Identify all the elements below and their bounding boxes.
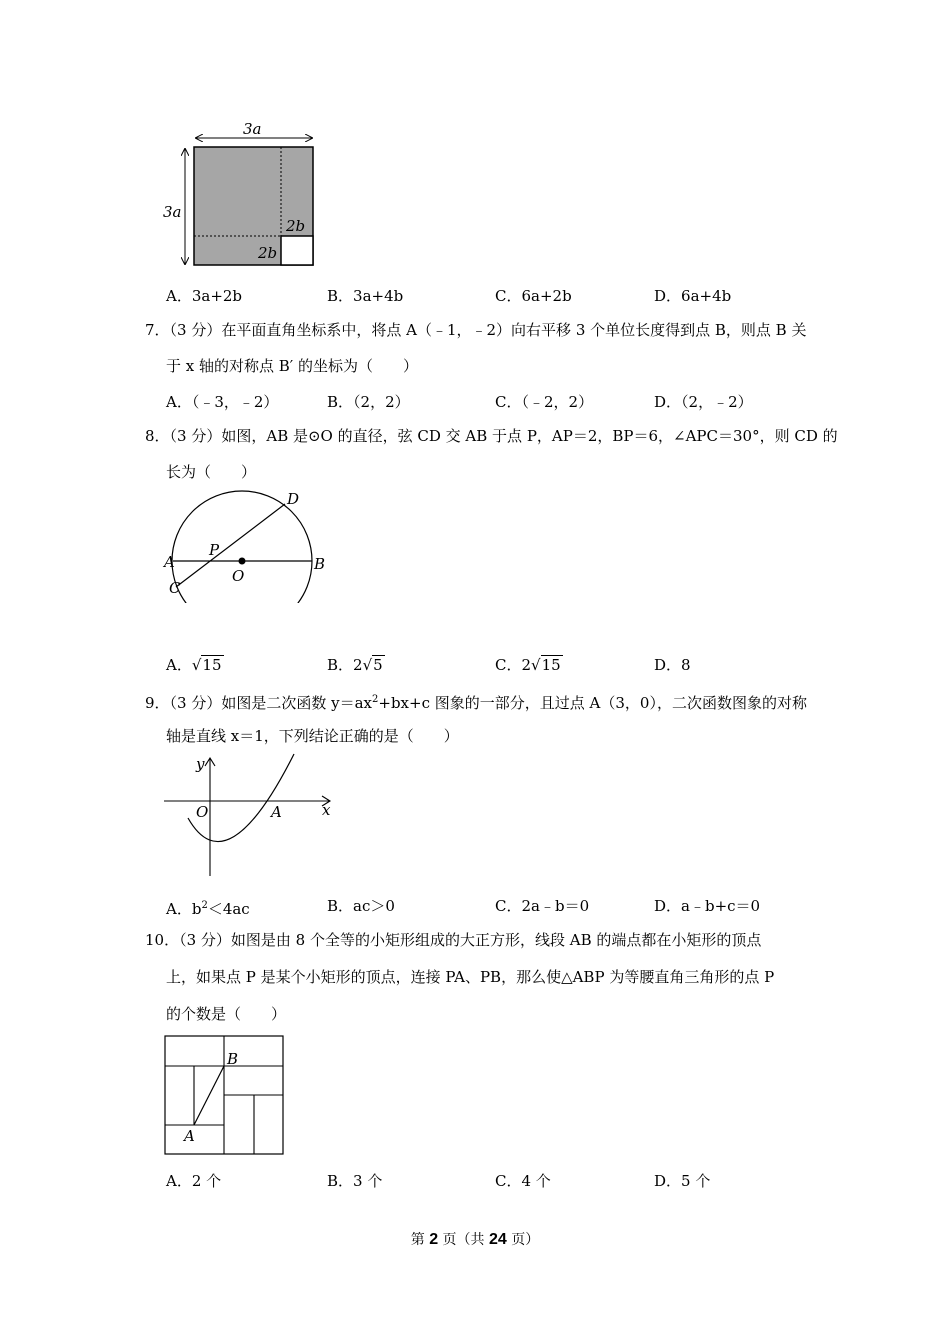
q7-option-a[interactable]: A．（﹣3，﹣2） <box>166 393 279 411</box>
q6-option-a[interactable]: A．3a+2b <box>166 287 243 305</box>
footer-post: 页） <box>506 1232 540 1248</box>
q9-stem-part1: 9．（3 分）如图是二次函数 y＝ax <box>145 694 373 712</box>
sqrt-symbol: √ <box>531 656 541 674</box>
q9-stem-sup: 2 <box>372 694 379 705</box>
q8-option-b-radicand: 5 <box>373 656 383 674</box>
sqrt-symbol: √ <box>362 656 373 674</box>
q8-option-c-radicand: 15 <box>541 656 561 674</box>
q6-bottom-label: 2b <box>258 244 278 262</box>
q7-option-b[interactable]: B．（2，2） <box>327 393 410 411</box>
q9-stem-part2: +bx+c 图象的一部分，且过点 A（3，0），二次函数图象的对称 <box>378 694 807 712</box>
q9-label-o: O <box>196 803 209 821</box>
q8-option-a-prefix: A． <box>166 656 192 674</box>
q7-stem-line2: 于 x 轴的对称点 B′ 的坐标为（ ） <box>166 357 418 375</box>
q10-grid-figure <box>160 1032 290 1157</box>
q10-label-a: A <box>184 1127 195 1145</box>
q10-option-a[interactable]: A．2 个 <box>166 1172 222 1190</box>
q8-option-c[interactable] <box>495 654 563 676</box>
q10-stem-line3: 的个数是（ ） <box>166 1005 287 1023</box>
q9-label-a: A <box>271 803 282 821</box>
q9-label-x: x <box>322 801 331 819</box>
q8-stem-line1: 8．（3 分）如图，AB 是⊙O 的直径，弦 CD 交 AB 于点 P，AP＝2，BP＝6，∠APC＝30°，则 CD 的 <box>145 427 838 445</box>
q8-stem-line2: 长为（ ） <box>166 463 257 481</box>
q8-label-a: A <box>164 553 175 571</box>
q9-option-a-sup: 2 <box>201 900 208 911</box>
q7-option-d[interactable]: D．（2，﹣2） <box>654 393 753 411</box>
q8-option-c-prefix: C． <box>495 656 522 674</box>
q6-top-label: 3a <box>243 120 262 138</box>
q6-figure <box>160 118 330 273</box>
q10-stem-line1: 10．（3 分）如图是由 8 个全等的小矩形组成的大正方形，线段 AB 的端点都在小矩形的顶点 <box>145 931 762 949</box>
q8-label-d: D <box>287 490 300 508</box>
q6-left-label: 3a <box>163 203 182 221</box>
q7-option-c[interactable]: C．（﹣2，2） <box>495 393 594 411</box>
q8-label-c: C <box>169 579 181 597</box>
q9-option-c[interactable]: C．2a﹣b＝0 <box>495 897 590 915</box>
q8-label-p: P <box>209 541 220 559</box>
q9-option-b[interactable]: B．ac＞0 <box>327 897 395 915</box>
q6-option-c[interactable]: C．6a+2b <box>495 287 572 305</box>
footer-page-number: 2 <box>429 1231 439 1248</box>
q9-option-d[interactable]: D．a﹣b+c＝0 <box>654 897 761 915</box>
q6-option-b[interactable]: B．3a+4b <box>327 287 404 305</box>
q8-option-d-text: 8 <box>681 656 691 674</box>
footer-total-pages: 24 <box>489 1231 507 1248</box>
q9-parabola-figure <box>160 752 340 877</box>
q9-stem-line2: 轴是直线 x＝1，下列结论正确的是（ ） <box>166 727 459 745</box>
q8-circle-figure <box>160 488 335 603</box>
q7-stem-line1: 7．（3 分）在平面直角坐标系中，将点 A（﹣1，﹣2）向右平移 3 个单位长度得到点 B，则点 B 关 <box>145 321 807 339</box>
q8-label-b: B <box>314 555 326 573</box>
page-footer <box>0 1229 950 1249</box>
q6-right-label: 2b <box>286 217 306 235</box>
q8-option-c-coef: 2 <box>521 656 532 674</box>
q8-option-d-prefix: D． <box>654 656 682 674</box>
footer-pre: 第 <box>410 1232 430 1248</box>
footer-mid: 页（共 <box>438 1232 489 1248</box>
q9-label-y: y <box>196 755 205 773</box>
q10-option-d[interactable]: D．5 个 <box>654 1172 711 1190</box>
q10-option-b[interactable]: B．3 个 <box>327 1172 383 1190</box>
q8-option-b-coef: 2 <box>353 656 363 674</box>
q9-option-a[interactable] <box>166 895 250 920</box>
q10-option-c[interactable]: C．4 个 <box>495 1172 551 1190</box>
q9-option-a-part2: ＜4ac <box>207 900 250 918</box>
sqrt-symbol: √ <box>191 656 202 674</box>
q8-option-b[interactable] <box>327 654 385 676</box>
q6-option-d[interactable]: D．6a+4b <box>654 287 732 305</box>
q8-option-a[interactable] <box>166 654 224 676</box>
q8-option-a-radicand: 15 <box>202 656 222 674</box>
q9-stem-line1 <box>145 689 807 714</box>
q8-label-o: O <box>232 567 245 585</box>
q10-stem-line2: 上，如果点 P 是某个小矩形的顶点，连接 PA、PB，那么使△ABP 为等腰直角三角形的点 P <box>166 968 775 986</box>
q8-option-b-prefix: B． <box>327 656 354 674</box>
q10-label-b: B <box>227 1050 239 1068</box>
q8-option-d[interactable] <box>654 654 691 676</box>
q9-option-a-part1: A．b <box>166 900 202 918</box>
